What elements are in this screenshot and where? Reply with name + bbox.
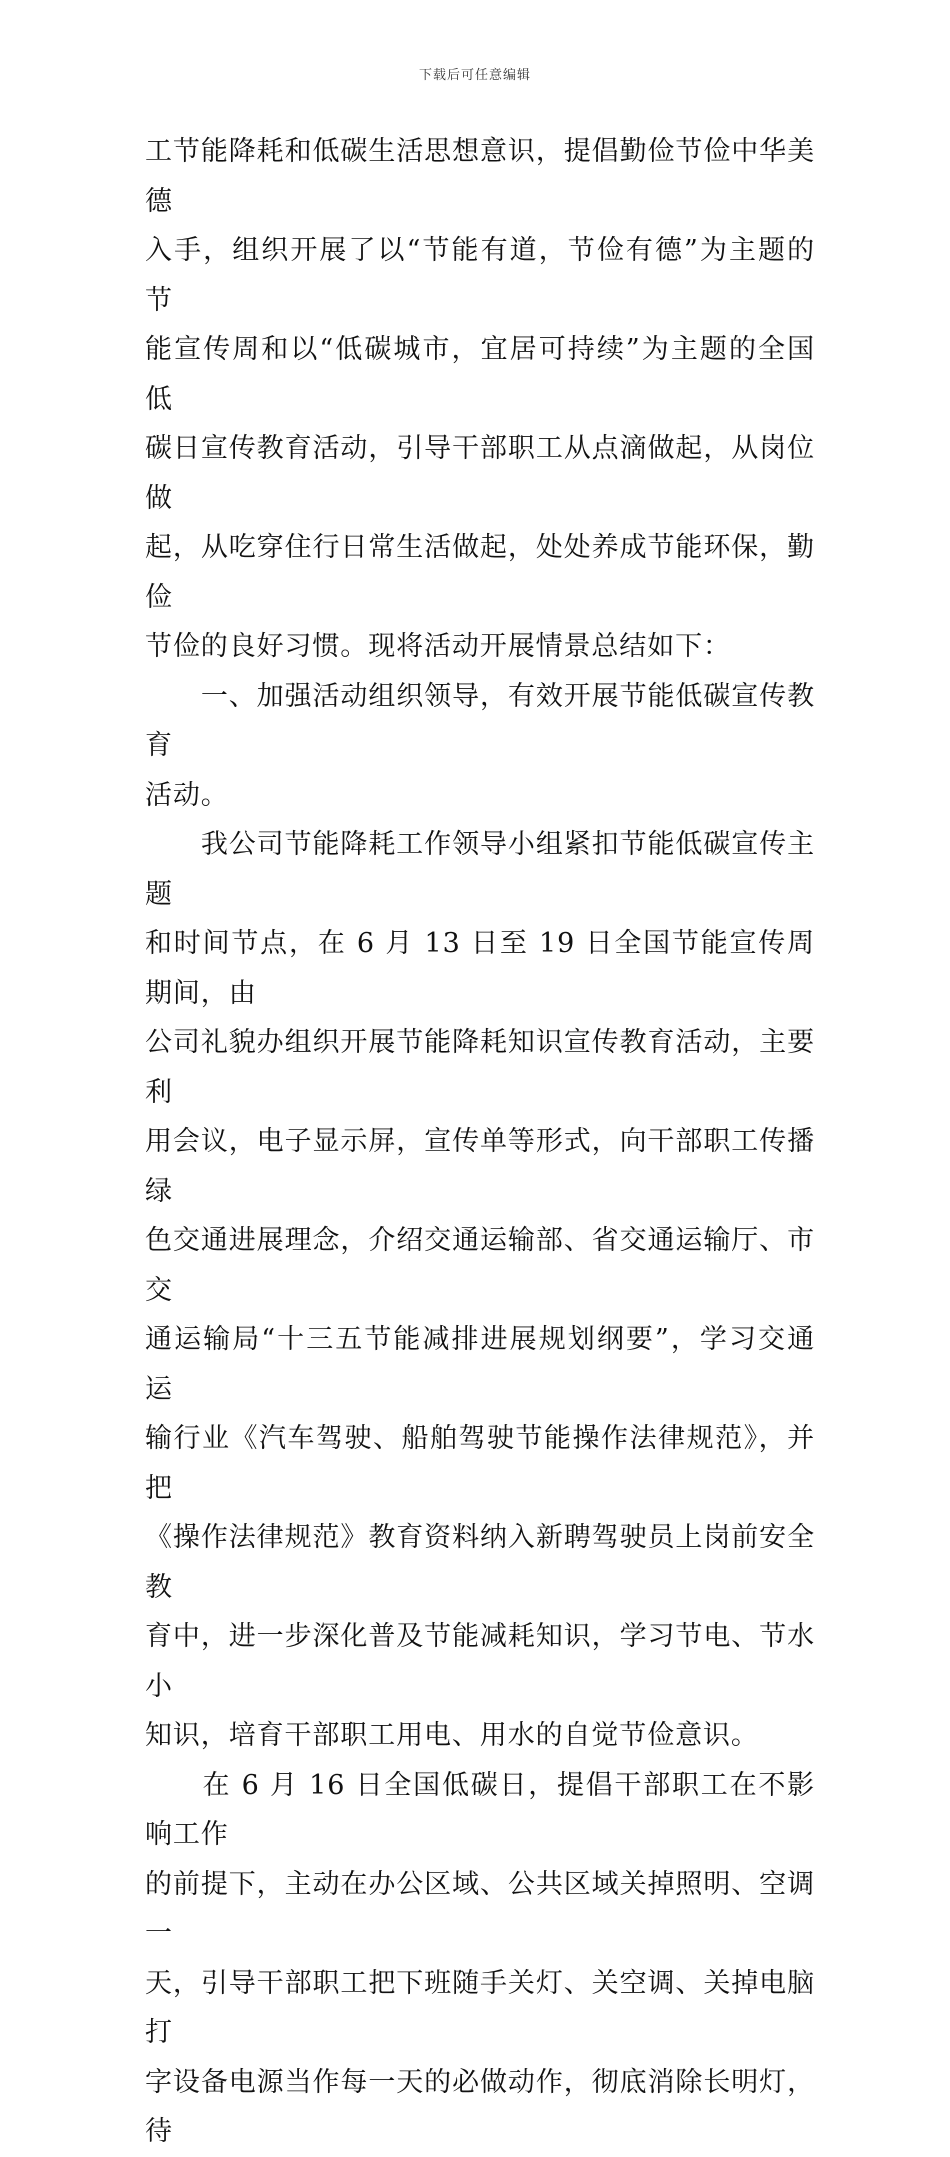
paragraph: 在 6 月 16 日全国低碳日，提倡干部职工在不影响工作 的前提下，主动在办公区域、公共区域关掉照明、空调一 天，引导干部职工把下班随手关灯、关空调、关掉电脑打 字设备电源当作每一天的必做动作，彻底消除长明灯，待 <box>145 1769 815 2147</box>
paragraph: 工节能降耗和低碳生活思想意识，提倡勤俭节俭中华美德 入手，组织开展了以“节能有道，节俭有德”为主题的节 能宣传周和以“低碳城市，宜居可持续”为主题的全国低 碳日宣传教育活动，引导干部职工从点滴做起，从岗位做 起，从吃穿住行日常生活做起，处处养成节能环保，勤俭 节俭的良好习惯。现将活动开展情景总结如下： <box>145 136 815 662</box>
header-note: 下载后可任意编辑 <box>418 68 531 83</box>
document-body <box>145 127 815 2157</box>
paragraph: 我公司节能降耗工作领导小组紧扣节能低碳宣传主题 和时间节点，在 6 月 13 日至 19 日全国节能宣传周期间，由 公司礼貌办组织开展节能降耗知识宣传教育活动，主要利 用会议，电子显示屏，宣传单等形式，向干部职工传播绿 色交通进展理念，介绍交通运输部、省交通运输厅、市交 通运输局“十三五节能减排进展规划纲要”，学习交通运 输行业《汽车驾驶、船舶驾驶节能操作法律规范》，并把 《操作法律规范》教育资料纳入新聘驾驶员上岗前安全教 育中，进一步深化普及节能减耗知识，学习节电、节水小 知识，培育干部职工用电、用水的自觉节俭意识。 <box>145 829 815 1751</box>
section-heading: 一、加强活动组织领导，有效开展节能低碳宣传教育 活动。 <box>145 680 815 811</box>
